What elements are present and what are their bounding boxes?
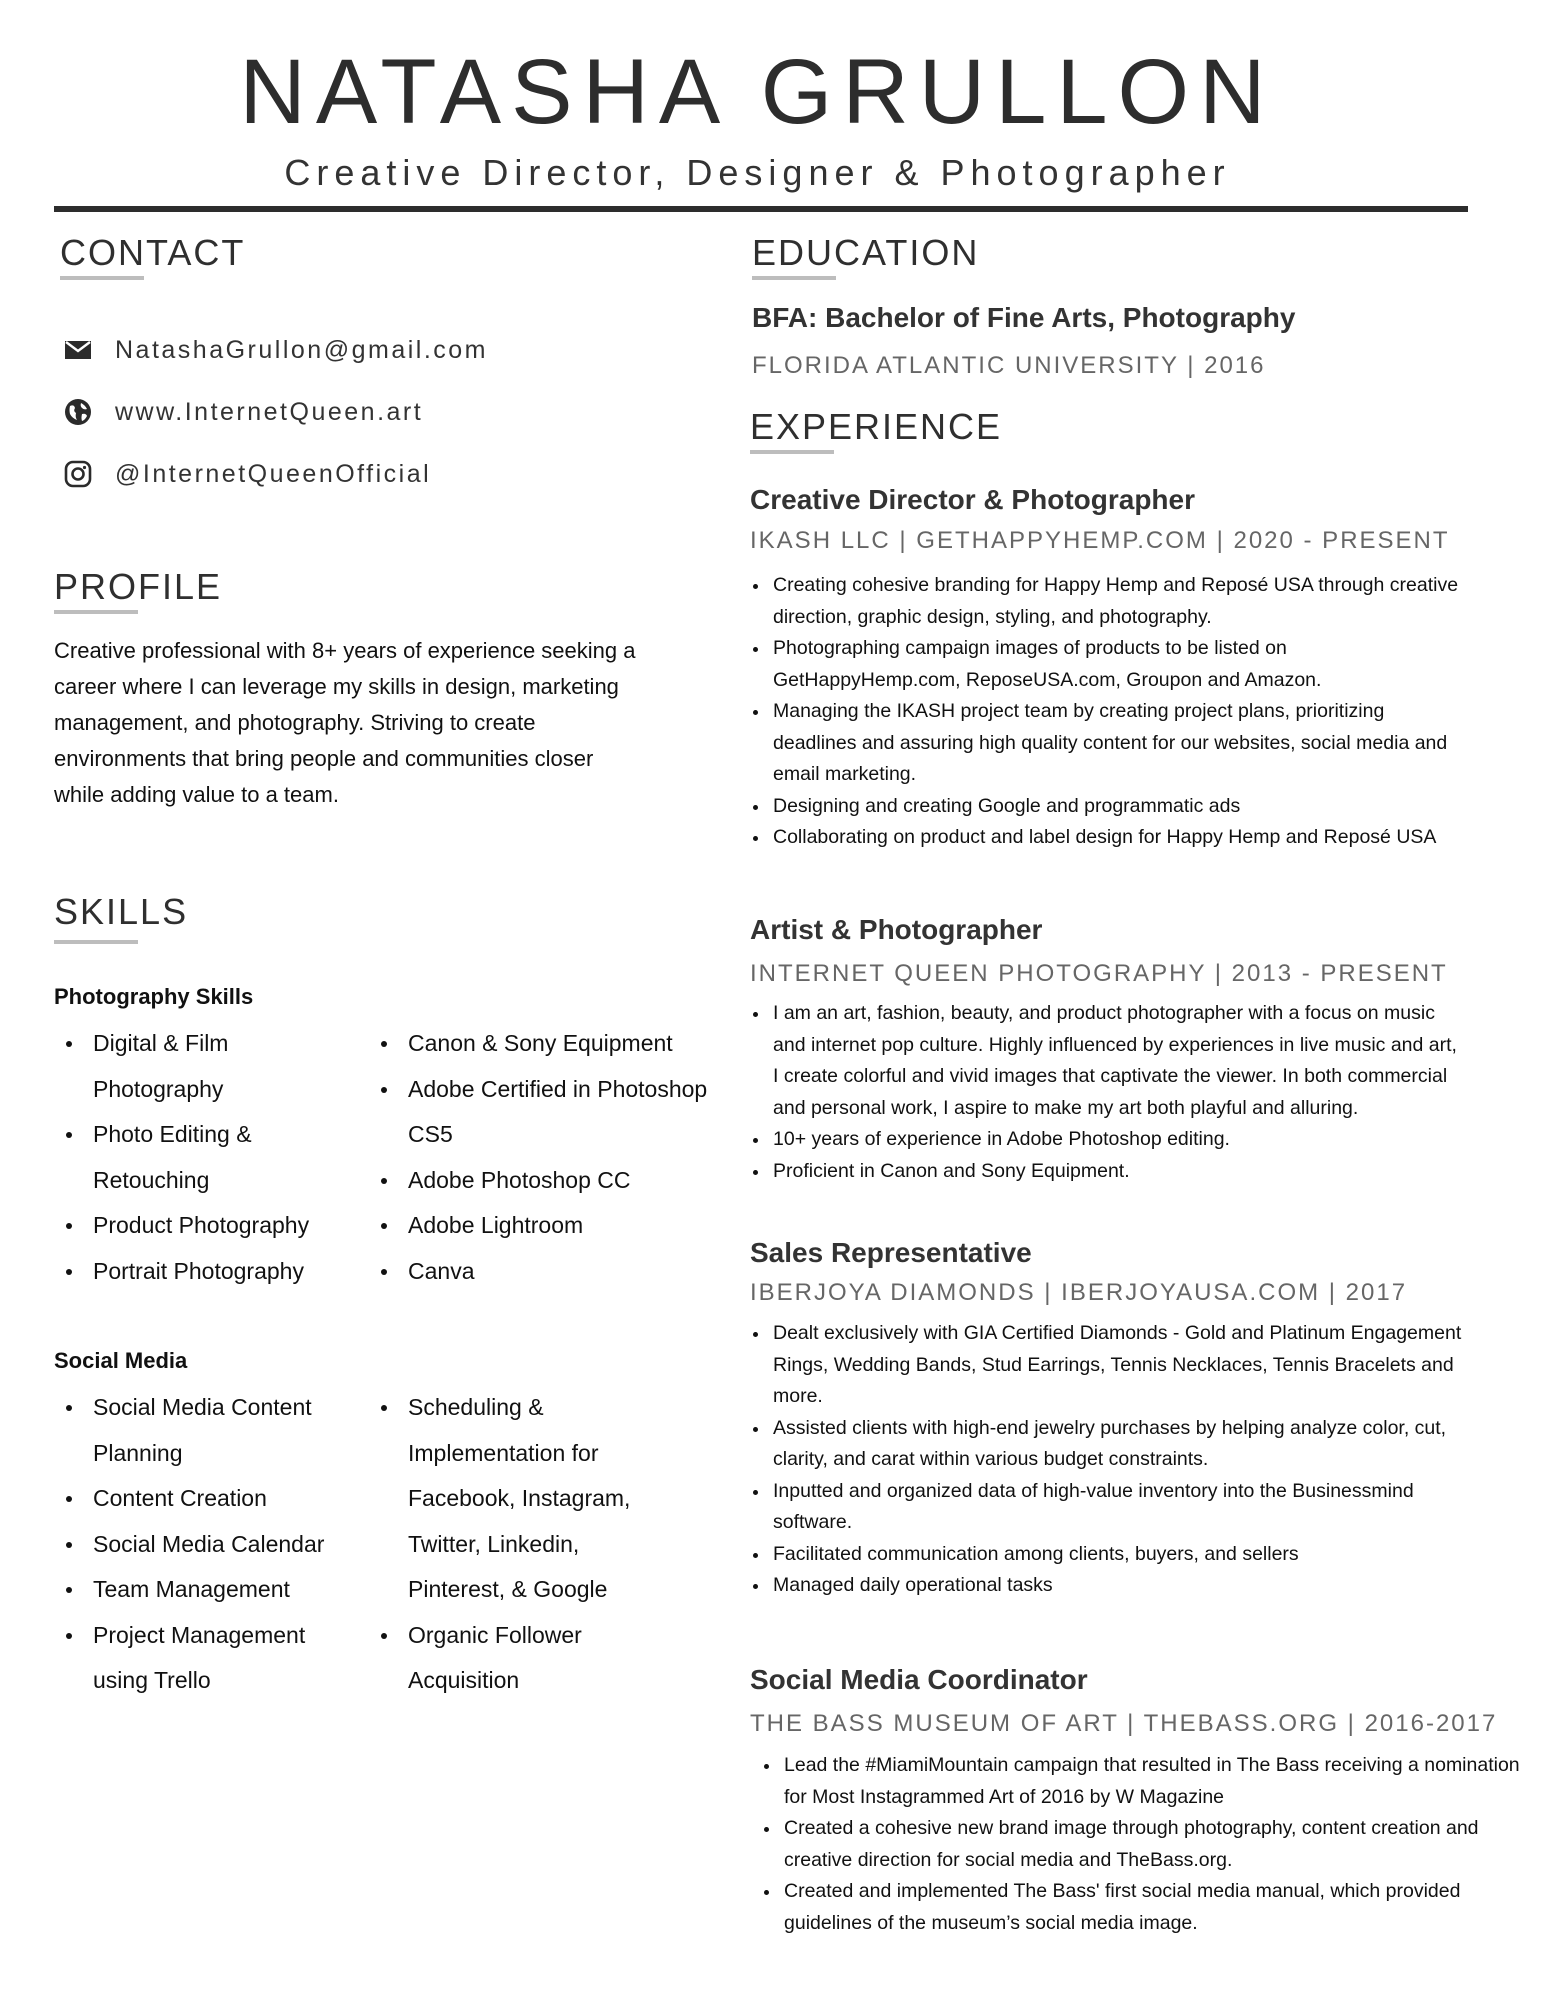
list-item: Content Creation [54,1476,354,1522]
profile-heading: PROFILE [54,566,223,607]
job-title: Artist & Photographer [750,914,1043,945]
list-item: Created and implemented The Bass' first social media manual, which provided guidelines of the museum’s social media image. [760,1876,1520,1939]
job-bullets [749,998,1464,1187]
list-item: Dealt exclusively with GIA Certified Diamonds - Gold and Platinum Engagement Rings, Wedding Bands, Stud Earrings, Tennis Necklaces, Tennis Bracelets and more. [749,1318,1464,1413]
contact-website-row[interactable] [63,392,423,432]
social-skills-right [369,1385,669,1704]
education-underline [752,276,836,280]
contact-email-row[interactable] [63,330,488,370]
list-item: Managed daily operational tasks [749,1570,1464,1602]
job-meta: THE BASS MUSEUM OF ART | THEBASS.ORG | 2016-2017 [750,1710,1498,1737]
list-item: Adobe Certified in Photoshop CS5 [369,1067,709,1158]
header-divider [54,206,1468,212]
list-item: 10+ years of experience in Adobe Photoshop editing. [749,1124,1464,1156]
list-item: Canva [369,1249,709,1295]
list-item: Inputted and organized data of high-value inventory into the Businessmind software. [749,1476,1464,1539]
photography-skills-right [369,1021,709,1294]
school-meta: FLORIDA ATLANTIC UNIVERSITY | 2016 [752,352,1266,379]
list-item: Collaborating on product and label design for Happy Hemp and Reposé USA [749,822,1464,854]
degree-title: BFA: Bachelor of Fine Arts, Photography [752,302,1296,333]
job-title: Sales Representative [750,1237,1032,1268]
job-subtitle: Creative Director, Designer & Photographer [284,152,1231,193]
instagram-icon [63,459,93,489]
list-item: Lead the #MiamiMountain campaign that resulted in The Bass receiving a nomination for Most Instagrammed Art of 2016 by W Magazine [760,1750,1520,1813]
list-item: Organic Follower Acquisition [369,1613,669,1704]
experience-underline [750,450,834,454]
profile-text: Creative professional with 8+ years of experience seeking a career where I can leverage my skills in design, marketing management, and photography. Striving to create environments that bring people and communities closer while adding value to a team. [54,638,636,807]
education-heading: EDUCATION [752,232,980,273]
list-item: I am an art, fashion, beauty, and product photographer with a focus on music and internet pop culture. Highly influenced by experiences in live music and art, I create colorful and vivid images that captivate the viewer. In both commercial and personal work, I aspire to make my art both playful and alluring. [749,998,1464,1124]
job-title: Social Media Coordinator [750,1664,1088,1695]
contact-email[interactable]: NatashaGrullon@gmail.com [115,335,489,364]
contact-underline [60,276,144,280]
list-item: Team Management [54,1567,354,1613]
social-media-title: Social Media [54,1348,188,1373]
name-heading: NATASHA GRULLON [239,41,1276,143]
list-item: Portrait Photography [54,1249,354,1295]
list-item: Photo Editing & Retouching [54,1112,354,1203]
list-item: Scheduling & Implementation for Facebook, Instagram, Twitter, Linkedin, Pinterest, & Google [369,1385,669,1613]
photography-skills-title: Photography Skills [54,984,254,1009]
list-item: Created a cohesive new brand image through photography, content creation and creative direction for social media and TheBass.org. [760,1813,1520,1876]
list-item: Social Media Calendar [54,1522,354,1568]
list-item: Product Photography [54,1203,354,1249]
list-item: Canon & Sony Equipment [369,1021,709,1067]
job-title: Creative Director & Photographer [750,484,1195,515]
skills-underline [54,940,138,944]
list-item: Social Media Content Planning [54,1385,354,1476]
skills-heading: SKILLS [54,891,189,932]
list-item: Proficient in Canon and Sony Equipment. [749,1156,1464,1188]
job-meta: INTERNET QUEEN PHOTOGRAPHY | 2013 - PRESENT [750,960,1448,987]
contact-heading: CONTACT [60,232,246,273]
list-item: Adobe Photoshop CC [369,1158,709,1204]
list-item: Creating cohesive branding for Happy Hemp and Reposé USA through creative direction, graphic design, styling, and photography. [749,570,1464,633]
job-bullets [749,1318,1464,1602]
job-meta: IBERJOYA DIAMONDS | IBERJOYAUSA.COM | 2017 [750,1279,1408,1306]
list-item: Photographing campaign images of products to be listed on GetHappyHemp.com, ReposeUSA.com, Groupon and Amazon. [749,633,1464,696]
contact-website[interactable]: www.InternetQueen.art [115,397,424,426]
job-bullets [749,570,1464,854]
photography-skills-left [54,1021,354,1294]
experience-heading: EXPERIENCE [750,406,1003,447]
job-meta: IKASH LLC | GETHAPPYHEMP.COM | 2020 - PRESENT [750,527,1450,554]
social-skills-left [54,1385,354,1704]
list-item: Facilitated communication among clients, buyers, and sellers [749,1539,1464,1571]
list-item: Managing the IKASH project team by creating project plans, prioritizing deadlines and assuring high quality content for our websites, social media and email marketing. [749,696,1464,791]
contact-instagram-row[interactable] [63,454,431,494]
mail-icon [63,335,93,365]
profile-underline [54,610,138,614]
list-item: Project Management using Trello [54,1613,354,1704]
contact-instagram[interactable]: @InternetQueenOfficial [115,459,432,488]
job-bullets [760,1750,1520,1939]
list-item: Adobe Lightroom [369,1203,709,1249]
list-item: Digital & Film Photography [54,1021,354,1112]
list-item: Designing and creating Google and programmatic ads [749,791,1464,823]
globe-icon [63,397,93,427]
list-item: Assisted clients with high-end jewelry purchases by helping analyze color, cut, clarity, and carat within various budget constraints. [749,1413,1464,1476]
